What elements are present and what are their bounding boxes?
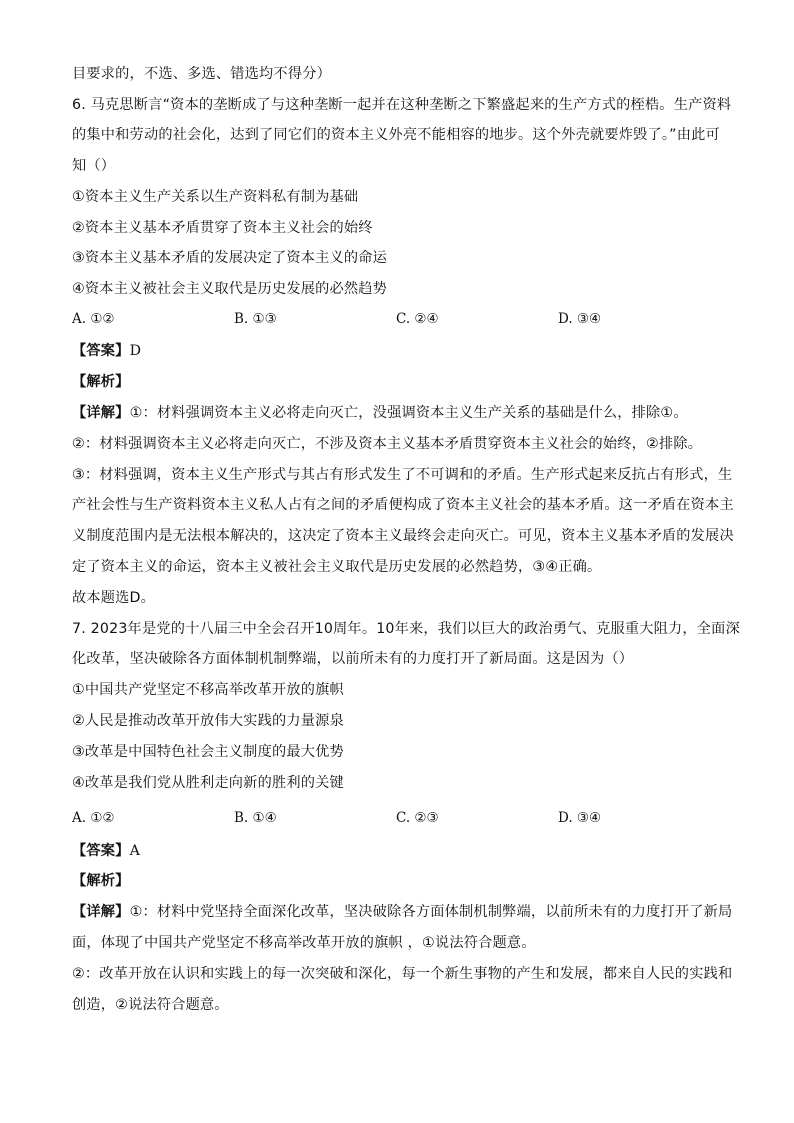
text-line: 目要求的，不选、多选、错选均不得分） xyxy=(72,66,331,82)
option-c: C. ②④ xyxy=(396,311,439,327)
question-6-statement-4: ④资本主义被社会主义取代是历史发展的必然趋势 xyxy=(72,281,388,297)
question-6-stem: 知（） xyxy=(72,158,116,174)
question-7-stem: 化改革，坚决破除各方面体制机制弊端，以前所未有的力度打开了新局面。这是因为（） xyxy=(72,651,634,667)
detail-tag: 【详解】 xyxy=(72,405,130,421)
option-b: B. ①④ xyxy=(234,810,277,826)
question-6-statement-1: ①资本主义生产关系以生产资料私有制为基础 xyxy=(72,189,359,205)
option-d: D. ③④ xyxy=(558,810,602,826)
detail-text: 产社会性与生产资料资本主义私人占有之间的矛盾便构成了资本主义社会的基本矛盾。这一矛盾在资本主 xyxy=(72,497,734,513)
question-6-stem: 6. 马克思断言“资本的垄断成了与这种垄断一起并在这种垄断之下繁盛起来的生产方式的桎梏。生产资料 xyxy=(72,97,732,113)
detail-text: ②：材料强调资本主义必将走向灭亡，不涉及资本主义基本矛盾贯穿资本主义社会的始终，②排除。 xyxy=(72,436,703,452)
option-a: A. ①② xyxy=(72,311,115,327)
question-6-statement-2: ②资本主义基本矛盾贯穿了资本主义社会的始终 xyxy=(72,220,373,236)
question-7-statement-4: ④改革是我们党从胜利走向新的胜利的关键 xyxy=(72,775,344,791)
question-7-options xyxy=(72,810,732,830)
question-6-statement-3: ③资本主义基本矛盾的发展决定了资本主义的命运 xyxy=(72,250,388,266)
answer-tag: 【答案】 xyxy=(72,843,130,859)
detail-text: 定了资本主义的命运，资本主义被社会主义取代是历史发展的必然趋势，③④正确。 xyxy=(72,559,602,575)
conclusion-line: 故本题选D。 xyxy=(72,590,156,606)
answer-tag: 【答案】 xyxy=(72,343,130,359)
question-7-statement-2: ②人民是推动改革开放伟大实践的力量源泉 xyxy=(72,713,344,729)
question-6-options xyxy=(72,311,732,331)
answer-line xyxy=(72,341,732,361)
option-b: B. ①③ xyxy=(234,311,277,327)
question-7-statement-3: ③改革是中国特色社会主义制度的最大优势 xyxy=(72,744,344,760)
detail-text: ②：改革开放在认识和实践上的每一次突破和深化，每一个新生事物的产生和发展，都来自人民的实践和 xyxy=(72,966,733,982)
answer-value: D xyxy=(129,343,142,359)
answer-value: A xyxy=(129,843,141,859)
option-a: A. ①② xyxy=(72,810,115,826)
question-7-stem: 7. 2023年是党的十八届三中全会召开10周年。10年来，我们以巨大的政治勇气、克服重大阻力，全面深 xyxy=(72,621,740,637)
option-d: D. ③④ xyxy=(558,311,602,327)
detail-tag: 【详解】 xyxy=(72,904,130,920)
question-7-statement-1: ①中国共产党坚定不移高举改革开放的旗帜 xyxy=(72,682,344,698)
analysis-tag: 【解析】 xyxy=(72,873,130,889)
detail-line xyxy=(72,902,732,922)
detail-text: ①：材料强调资本主义必将走向灭亡，没强调资本主义生产关系的基础是什么，排除①。 xyxy=(129,405,688,421)
detail-text: ③：材料强调，资本主义生产形式与其占有形式发生了不可调和的矛盾。生产形式起来反抗占有形式，生 xyxy=(72,467,733,483)
answer-line xyxy=(72,841,732,861)
analysis-tag: 【解析】 xyxy=(72,374,130,390)
detail-line xyxy=(72,403,732,423)
detail-text: 面，体现了中国共产党坚定不移高举改革开放的旗帜 ，①说法符合题意。 xyxy=(72,935,536,951)
detail-text: 创造，②说法符合题意。 xyxy=(72,997,229,1013)
option-c: C. ②③ xyxy=(396,810,439,826)
detail-text: 义制度范围内是无法根本解决的，这决定了资本主义最终会走向灭亡。可见，资本主义基本矛盾的发展决 xyxy=(72,528,734,544)
detail-text: ①：材料中党坚持全面深化改革，坚决破除各方面体制机制弊端，以前所未有的力度打开了新局 xyxy=(129,904,733,920)
question-6-stem: 的集中和劳动的社会化，达到了同它们的资本主义外亮不能相容的地步。这个外壳就要炸毁了。”由此可 xyxy=(72,127,720,143)
